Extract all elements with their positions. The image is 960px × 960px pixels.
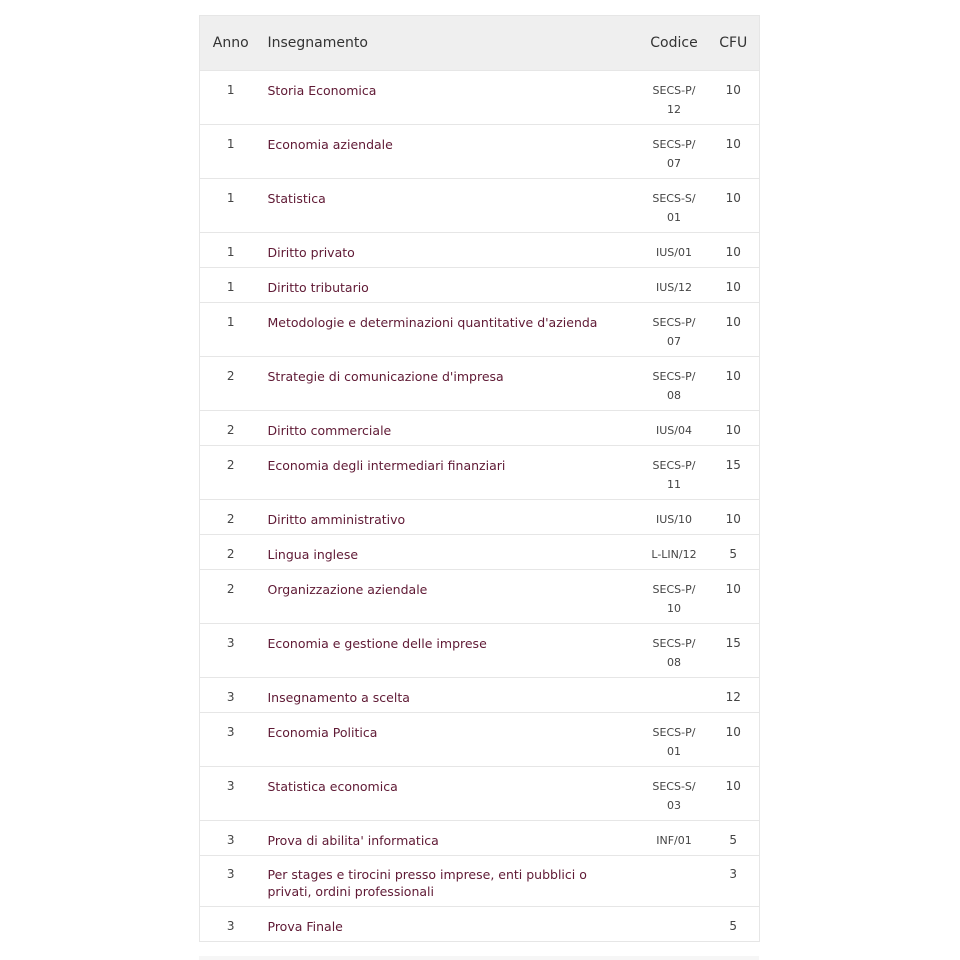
row-codice: SECS-P/08 [652, 370, 696, 402]
course-link[interactable]: Organizzazione aziendale [267, 582, 428, 597]
course-link[interactable]: Statistica economica [267, 779, 398, 794]
course-link[interactable]: Economia degli intermediari finanziari [267, 458, 506, 473]
row-codice: IUS/04 [656, 424, 692, 437]
row-cfu: 10 [725, 423, 741, 437]
course-link[interactable]: Economia Politica [267, 725, 378, 740]
row-cfu: 5 [729, 547, 738, 561]
table-row [200, 570, 760, 624]
course-link[interactable]: Strategie di comunicazione d'impresa [267, 369, 504, 384]
course-link[interactable]: Metodologie e determinazioni quantitative d'azienda [267, 315, 598, 330]
course-link[interactable]: Diritto commerciale [267, 423, 392, 438]
table-row [200, 624, 760, 678]
row-cfu: 12 [725, 690, 741, 704]
course-link[interactable]: Diritto privato [267, 245, 355, 260]
row-codice: IUS/01 [656, 246, 692, 259]
row-anno: 1 [226, 315, 235, 329]
row-cfu: 10 [725, 315, 741, 329]
row-anno: 3 [226, 833, 235, 847]
row-codice: SECS-P/08 [652, 637, 696, 669]
header-codice: Codice [650, 35, 698, 51]
row-anno: 2 [226, 547, 235, 561]
row-codice: SECS-P/12 [652, 84, 696, 116]
course-link[interactable]: Diritto amministrativo [267, 512, 406, 527]
row-codice: INF/01 [656, 834, 692, 847]
row-anno: 2 [226, 369, 235, 383]
course-link[interactable]: Storia Economica [267, 83, 377, 98]
row-cfu: 10 [725, 582, 741, 596]
row-cfu: 10 [725, 512, 741, 526]
row-anno: 2 [226, 458, 235, 472]
table-row [200, 411, 760, 446]
row-cfu: 5 [729, 833, 738, 847]
table-row [200, 535, 760, 570]
table-bottom-divider [199, 956, 759, 960]
row-codice: SECS-P/11 [652, 459, 696, 491]
table-row [200, 268, 760, 303]
course-table [199, 15, 760, 942]
course-link[interactable]: Prova di abilita' informatica [267, 833, 439, 848]
row-anno: 2 [226, 423, 235, 437]
header-insegnamento: Insegnamento [267, 35, 368, 51]
row-anno: 1 [226, 83, 235, 97]
row-anno: 1 [226, 280, 235, 294]
row-codice: SECS-P/10 [652, 583, 696, 615]
table-row [200, 303, 760, 357]
table-row [200, 821, 760, 856]
header-cfu: CFU [719, 35, 748, 51]
row-codice: SECS-P/07 [652, 316, 696, 348]
row-codice: SECS-S/03 [652, 780, 696, 812]
table-row [200, 357, 760, 411]
table-row [200, 713, 760, 767]
row-codice: SECS-P/07 [652, 138, 696, 170]
table-row [200, 907, 760, 942]
course-link[interactable]: Per stages e tirocini presso imprese, enti pubblici o privati, ordini professionali [267, 867, 587, 899]
course-link[interactable]: Prova Finale [267, 919, 343, 934]
row-cfu: 5 [729, 919, 738, 933]
row-anno: 1 [226, 191, 235, 205]
row-codice [641, 856, 708, 907]
row-cfu: 10 [725, 83, 741, 97]
row-cfu: 10 [725, 245, 741, 259]
row-cfu: 10 [725, 191, 741, 205]
table-row [200, 446, 760, 500]
table-row [200, 125, 760, 179]
row-cfu: 10 [725, 280, 741, 294]
table-row [200, 179, 760, 233]
row-codice: SECS-P/01 [652, 726, 696, 758]
row-cfu: 10 [725, 725, 741, 739]
row-anno: 3 [226, 779, 235, 793]
row-anno: 3 [226, 725, 235, 739]
table-row [200, 767, 760, 821]
row-anno: 3 [226, 867, 235, 881]
table-row [200, 500, 760, 535]
row-codice: L-LIN/12 [651, 548, 697, 561]
course-link[interactable]: Lingua inglese [267, 547, 359, 562]
row-cfu: 10 [725, 369, 741, 383]
row-cfu: 10 [725, 137, 741, 151]
row-codice: IUS/10 [656, 513, 692, 526]
row-anno: 2 [226, 512, 235, 526]
row-anno: 3 [226, 919, 235, 933]
course-link[interactable]: Diritto tributario [267, 280, 369, 295]
table-row [200, 233, 760, 268]
table-header-row [200, 16, 760, 71]
row-anno: 2 [226, 582, 235, 596]
table-row [200, 856, 760, 907]
row-cfu: 3 [729, 867, 738, 881]
row-cfu: 15 [725, 458, 741, 472]
course-link[interactable]: Economia e gestione delle imprese [267, 636, 487, 651]
course-link[interactable]: Statistica [267, 191, 326, 206]
course-link[interactable]: Economia aziendale [267, 137, 393, 152]
row-anno: 3 [226, 690, 235, 704]
table-row [200, 71, 760, 125]
row-codice [641, 907, 708, 942]
row-codice: SECS-S/01 [652, 192, 696, 224]
header-anno: Anno [212, 35, 249, 51]
row-cfu: 15 [725, 636, 741, 650]
row-anno: 1 [226, 137, 235, 151]
row-codice [641, 678, 708, 713]
row-anno: 3 [226, 636, 235, 650]
course-link[interactable]: Insegnamento a scelta [267, 690, 410, 705]
row-codice: IUS/12 [656, 281, 692, 294]
row-anno: 1 [226, 245, 235, 259]
table-row [200, 678, 760, 713]
row-cfu: 10 [725, 779, 741, 793]
